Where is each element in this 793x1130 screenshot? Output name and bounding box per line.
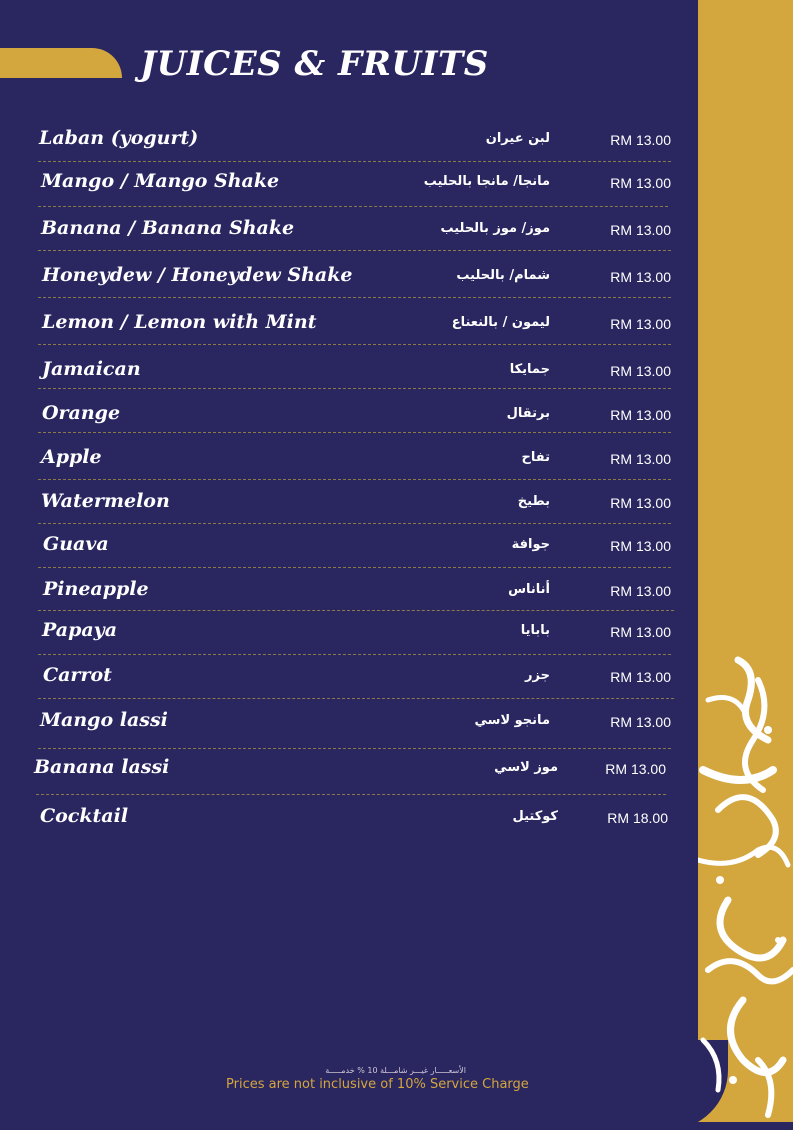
- item-name: Carrot: [43, 664, 112, 686]
- menu-item: [0, 664, 698, 694]
- item-name: Jamaican: [42, 358, 141, 380]
- item-arabic: أناناس: [508, 582, 550, 597]
- divider: [38, 388, 671, 389]
- item-arabic: برتقال: [506, 406, 550, 421]
- page-title: JUICES & FRUITS: [140, 44, 489, 84]
- item-name: Cocktail: [40, 805, 129, 827]
- divider: [38, 161, 671, 162]
- divider: [38, 206, 668, 207]
- item-arabic: موز لاسي: [494, 760, 558, 775]
- item-name: Orange: [42, 402, 121, 424]
- item-name: Pineapple: [43, 578, 149, 600]
- divider: [38, 479, 671, 480]
- item-name: Papaya: [42, 619, 118, 641]
- menu-item: [0, 358, 698, 388]
- item-price: RM 13.00: [610, 175, 671, 191]
- item-price: RM 13.00: [610, 363, 671, 379]
- item-arabic: بطيخ: [517, 494, 550, 509]
- item-price: RM 13.00: [610, 714, 671, 730]
- menu-item: [0, 578, 698, 608]
- footer-note-english: Prices are not inclusive of 10% Service Charge: [226, 1077, 529, 1092]
- item-price: RM 13.00: [610, 222, 671, 238]
- item-price: RM 13.00: [610, 495, 671, 511]
- item-name: Mango lassi: [40, 709, 168, 731]
- item-name: Banana / Banana Shake: [41, 217, 295, 239]
- menu-item: [0, 805, 698, 835]
- divider: [38, 250, 671, 251]
- item-arabic: جزر: [525, 668, 550, 683]
- menu-item: [0, 490, 698, 520]
- item-price: RM 18.00: [607, 810, 668, 826]
- divider: [38, 748, 671, 749]
- item-arabic: تفاح: [521, 450, 550, 465]
- menu-item: [0, 402, 698, 432]
- item-price: RM 13.00: [610, 132, 671, 148]
- item-price: RM 13.00: [610, 269, 671, 285]
- item-arabic: مانجا/ مانجا بالحليب: [423, 174, 550, 189]
- item-arabic: جوافة: [511, 537, 550, 552]
- item-arabic: لبن عيران: [485, 131, 550, 146]
- menu-item: [0, 756, 698, 786]
- item-arabic: شمام/ بالحليب: [456, 268, 550, 283]
- divider: [38, 344, 671, 345]
- divider: [38, 610, 674, 611]
- divider: [38, 567, 671, 568]
- divider: [38, 297, 671, 298]
- menu-item: [0, 709, 698, 739]
- menu-item: [0, 127, 698, 157]
- item-price: RM 13.00: [610, 316, 671, 332]
- item-price: RM 13.00: [610, 407, 671, 423]
- menu-item: [0, 619, 698, 649]
- item-price: RM 13.00: [610, 669, 671, 685]
- item-price: RM 13.00: [605, 761, 666, 777]
- divider: [36, 794, 666, 795]
- item-price: RM 13.00: [610, 538, 671, 554]
- arabic-calligraphy-decoration: [698, 640, 793, 1122]
- item-name: Mango / Mango Shake: [41, 170, 280, 192]
- item-arabic: بابايا: [520, 623, 550, 638]
- footer-note-arabic: الأسعـــــار غيـــر شامـــلة 10 % خدمـــــة: [325, 1066, 466, 1075]
- item-name: Guava: [43, 533, 109, 555]
- item-arabic: مانجو لاسي: [474, 713, 550, 728]
- item-name: Banana lassi: [34, 756, 170, 778]
- divider: [38, 432, 671, 433]
- item-name: Honeydew / Honeydew Shake: [42, 264, 353, 286]
- item-arabic: كوكتيل: [512, 809, 558, 824]
- item-name: Watermelon: [41, 490, 170, 512]
- divider: [38, 654, 671, 655]
- item-name: Laban (yogurt): [39, 127, 199, 149]
- item-price: RM 13.00: [610, 624, 671, 640]
- menu-item: [0, 170, 698, 200]
- item-name: Lemon / Lemon with Mint: [42, 311, 317, 333]
- menu-item: [0, 217, 698, 247]
- item-arabic: موز/ موز بالحليب: [440, 221, 550, 236]
- item-arabic: جمايكا: [509, 362, 550, 377]
- item-arabic: ليمون / بالنعناع: [451, 315, 550, 330]
- item-price: RM 13.00: [610, 583, 671, 599]
- divider: [38, 698, 674, 699]
- menu-item: [0, 446, 698, 476]
- menu-item: [0, 264, 698, 294]
- divider: [38, 523, 671, 524]
- menu-item: [0, 311, 698, 341]
- item-name: Apple: [41, 446, 102, 468]
- item-price: RM 13.00: [610, 451, 671, 467]
- menu-item: [0, 533, 698, 563]
